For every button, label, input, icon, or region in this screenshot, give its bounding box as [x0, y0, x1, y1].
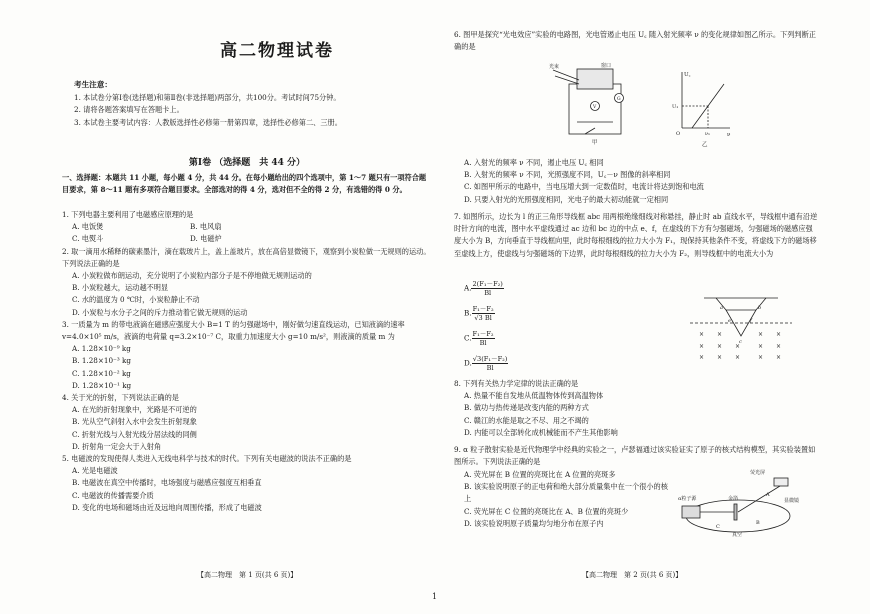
option-b[interactable]: B. 做功与热传递是改变内能的两种方式 [464, 403, 589, 413]
option-c[interactable]: C. 如图甲所示的电路中，当电压增大到一定数值时，电流计将达到饱和电流 [464, 182, 704, 192]
switch-icon [585, 128, 595, 134]
option-a[interactable]: A. 在光的折射现象中，光路是不可逆的 [72, 405, 197, 415]
option-a[interactable]: A. $\frac{\text{2(F₁－F₂)}}{Bl}$ [464, 280, 503, 297]
option-d[interactable]: D. 变化的电场和磁场由近及远地向周围传播，形成了电磁波 [72, 502, 262, 512]
question-8 [454, 378, 819, 439]
option-a[interactable]: A. 光是电磁波 [72, 466, 118, 476]
option-b[interactable]: B. 电磁波在真空中传播时，电场强度与磁感应强度互相垂直 [72, 478, 262, 488]
page-title: 高二物理试卷 [220, 41, 334, 61]
option-d[interactable]: D. 该实验说明原子质量均匀地分布在原子内 [464, 518, 604, 528]
option-d[interactable]: D. 只要入射光的光照强度相同，光电子的最大初动能就一定相同 [464, 194, 669, 204]
svg-text:×: × [699, 343, 705, 350]
foil-label: 金箔 [728, 496, 739, 502]
option-c[interactable]: C. 电磁波的传播需要介质 [72, 490, 154, 500]
numerator: √3(F₁－F₂) [472, 355, 508, 363]
svg-text:×: × [699, 331, 705, 338]
question-stem: 9. α 粒子散射实验是近代物理学中经典的实验之一，卢瑟福通过该实验证实了原子的核式结构模型，其实验装置如图所示。下列说法正确的是 [454, 445, 816, 467]
light-label: 光束 [549, 64, 560, 70]
question-9 [454, 444, 819, 468]
option-c[interactable]: C. 赣江的水能是取之不尽、用之不竭的 [464, 415, 589, 425]
question-stem: 4. 关于光的折射，下列说法正确的是 [62, 393, 179, 403]
question-stem: 5. 电磁波的发现使得人类进入无线电科学与技术的时代。下列有关电磁波的说法不正确的是 [62, 454, 352, 464]
svg-text:×: × [758, 354, 764, 360]
option-d[interactable]: D. 电磁炉 [190, 234, 222, 244]
window-label: 窗口 [601, 63, 612, 69]
figure-caption-b: 乙 [702, 142, 708, 148]
question-stem: 1. 下列电器主要利用了电磁感应原理的是 [62, 210, 194, 219]
origin-label: O [676, 131, 681, 137]
denominator: Bl [479, 339, 487, 347]
option-c[interactable]: C. 电熨斗 [72, 234, 104, 244]
q7-triangle-figure [686, 296, 796, 360]
point-e-label: e [728, 318, 731, 324]
vacuum-label: 真空 [732, 532, 743, 538]
option-b[interactable]: B. 入射光的频率 ν 不同，光照强度不同，U꜀－ν 图像的斜率相同 [464, 170, 671, 180]
question-stem: 6. 图甲是探究“光电效应”实验的电路图，光电管遏止电压 U꜀ 随入射光频率 ν 的变化规律如图乙所示。下列判断正确的是 [454, 30, 816, 52]
notice-line: 1. 本试卷分第Ⅰ卷(选择题)和第Ⅱ卷(非选择题)两部分，共100分。考试时间75分钟。 [74, 93, 341, 103]
q7-options [464, 280, 664, 380]
q6-options [454, 157, 819, 206]
svg-text:×: × [735, 343, 741, 350]
option-a[interactable]: A. 热量不能自发地从低温物体传到高温物体 [464, 391, 604, 401]
svg-text:×: × [735, 354, 741, 360]
question-list-left [62, 209, 432, 514]
question-2 [62, 246, 432, 319]
notice-heading: 考生注意： [74, 80, 112, 89]
option-b[interactable]: B. 光从空气斜射入水中会发生折射现象 [72, 417, 197, 427]
light-ray [553, 70, 579, 80]
question-5 [62, 453, 432, 514]
phototube [577, 69, 613, 89]
microscope-tube [738, 486, 780, 512]
option-c[interactable]: C. 荧光屏在 C 位置的亮斑比在 A、B 位置的亮斑少 [464, 506, 629, 516]
option-a[interactable]: A. 荧光屏在 B 位置的亮斑比在 A 位置的亮斑多 [464, 470, 616, 479]
page-number: 1 [432, 592, 438, 601]
option-a[interactable]: A. 1.28×10⁻⁹ kg [72, 344, 131, 354]
option-b[interactable]: B. $\frac{\text{F₁－F₂}}{√3 Bl}$ [464, 305, 494, 322]
question-stem: 8. 下列有关热力学定律的说法正确的是 [454, 379, 579, 388]
q9-apparatus-figure [676, 466, 818, 548]
light-ray [555, 76, 579, 84]
option-c[interactable]: C. $\frac{\text{F₁－F₂}}{Bl}$ [464, 330, 494, 347]
position-b-label: B [756, 520, 760, 526]
alpha-source [682, 506, 700, 518]
svg-text:×: × [758, 331, 764, 338]
notice-line: 2. 请将各题答案填写在答题卡上。 [74, 105, 184, 115]
numerator: F₁－F₂ [472, 305, 494, 313]
option-b[interactable]: B. 小炭粒越大，运动越不明显 [72, 283, 169, 293]
q9-options [464, 469, 674, 530]
question-stem: 2. 取一滴用水稀释的碳素墨汁，滴在载玻片上，盖上盖玻片，放在高倍显微镜下，观察到小炭粒做一无规则的运动。下列说法正确的是 [62, 246, 431, 268]
option-a[interactable]: A. 电饭煲 [72, 222, 104, 232]
q6-graph-figure [670, 66, 734, 148]
option-a[interactable]: A. 入射光的频率 ν 不同，遏止电压 U꜀ 相同 [464, 158, 604, 167]
option-d[interactable]: D. $\frac{\text{√3(F₁－F₂)}}{Bl}$ [464, 355, 508, 372]
svg-text:×: × [776, 354, 782, 360]
axis-y-label: U꜀ [684, 72, 691, 78]
axis-x-label: ν [727, 132, 731, 138]
question-1 [62, 209, 432, 246]
screen-label: 荧光屏 [750, 470, 766, 476]
question-stem: 7. 如图所示，边长为 l 的正三角形导线框 abc 用两根绝缘细线对称悬挂，静止时 ab 直线水平，导线框中通有沿逆时针方向的电流，图中水平虚线通过 ac 边和 bc 边的中点 e、f，在虚线的下方有匀强磁场，匀强磁场的磁感应强度大小为 B，方向垂直于导线框向里，此时每根细线的拉力大小为 F₁，现保持其他条件不变，将虚线下方的磁场移至虚线上方，使虚线与匀强磁场的下边界，此时每根细线的拉力大小为 F₂，则导线框中的电流大小为 [454, 212, 818, 258]
option-b[interactable]: B. 1.28×10⁻³ kg [72, 356, 131, 366]
option-a[interactable]: A. 小炭粒做布朗运动，充分说明了小炭粒内部分子是不停地做无规则运动的 [72, 271, 312, 281]
meter-v-label: V [593, 105, 597, 110]
position-a-label: A [766, 492, 770, 498]
vacuum-chamber [686, 500, 790, 532]
vertex-a-label: a [720, 305, 723, 311]
v1-label: ν₁ [705, 131, 711, 137]
position-c-label: C [716, 524, 720, 530]
svg-text:×: × [758, 343, 764, 350]
part1-intro: 一、选择题：本题共 11 小题，每小题 4 分，共 44 分。在每小题给出的四个选项中，第 1～7 题只有一项符合题目要求，第 8～11 题有多项符合题目要求。全部选对的得 4 分，选对但不全的得 2 分，有选错的得 0 分。 [62, 173, 427, 195]
figure-caption-a: 甲 [592, 140, 598, 146]
svg-text:×: × [717, 354, 723, 360]
option-c[interactable]: C. 水的温度为 0 ℃时，小炭粒静止不动 [72, 295, 200, 305]
source-label: α粒子源 [678, 496, 697, 502]
option-b[interactable]: B. 该实验说明原子的正电荷和绝大部分质量集中在一个很小的核上 [464, 482, 668, 504]
scope-label: 显微镜 [784, 498, 800, 504]
option-d[interactable]: D. 1.28×10⁻¹ kg [72, 380, 132, 390]
denominator: Bl [486, 364, 494, 372]
option-c[interactable]: C. 1.28×10⁻² kg [72, 368, 131, 378]
notice-block [74, 79, 414, 129]
option-d[interactable]: D. 小炭粒与水分子之间的斥力推动着它做无规则的运动 [72, 307, 248, 317]
svg-text:×: × [717, 331, 723, 338]
denominator: √3 Bl [474, 314, 492, 322]
numerator: F₁－F₂ [472, 330, 494, 338]
svg-text:×: × [776, 343, 782, 350]
gold-foil [734, 504, 737, 520]
option-b[interactable]: B. 电风扇 [190, 222, 222, 232]
svg-text:×: × [776, 331, 782, 338]
microscope [774, 478, 788, 486]
option-c[interactable]: C. 折射光线与入射光线分居法线的同侧 [72, 429, 197, 439]
point-f-label: f [750, 318, 752, 324]
option-d[interactable]: D. 折射角一定会大于入射角 [72, 441, 162, 451]
question-4 [62, 392, 432, 453]
vertex-c-label: c [739, 339, 742, 345]
question-stem: 3. 一质量为 m 的带电液滴在磁感应强度大小 B=1 T 的匀强磁场中，刚好做匀速直线运动，已知液滴的速率 v=4.0×10⁵ m/s，液滴的电荷量 q=3.2×10⁻⁷ C，取重力加速度大小 g=10 m/s²，则液滴的质量 m 为 [62, 319, 405, 342]
notice-line: 3. 本试卷主要考试内容：人教版选择性必修第一册第四章，选择性必修第二、三册。 [74, 117, 342, 127]
footer-right: 【高二物理 第 2 页(共 6 页)】 [582, 571, 683, 579]
svg-text:×: × [717, 343, 723, 350]
part1-title: 第Ⅰ卷 （选择题 共 44 分） [188, 158, 306, 168]
vertex-b-label: b [758, 305, 762, 311]
u1-label: U₁ [672, 104, 679, 110]
svg-text:×: × [699, 354, 705, 360]
denominator: Bl [484, 289, 492, 297]
q6-circuit-figure [549, 62, 639, 146]
meter-g-label: G [617, 97, 621, 102]
question-3 [62, 319, 432, 392]
question-7 [454, 211, 819, 260]
question-6 [454, 29, 819, 53]
numerator: 2(F₁－F₂) [472, 280, 503, 288]
option-d[interactable]: D. 内能可以全部转化成机械能而不产生其他影响 [464, 427, 618, 437]
footer-left: 【高二物理 第 1 页(共 6 页)】 [197, 571, 298, 579]
